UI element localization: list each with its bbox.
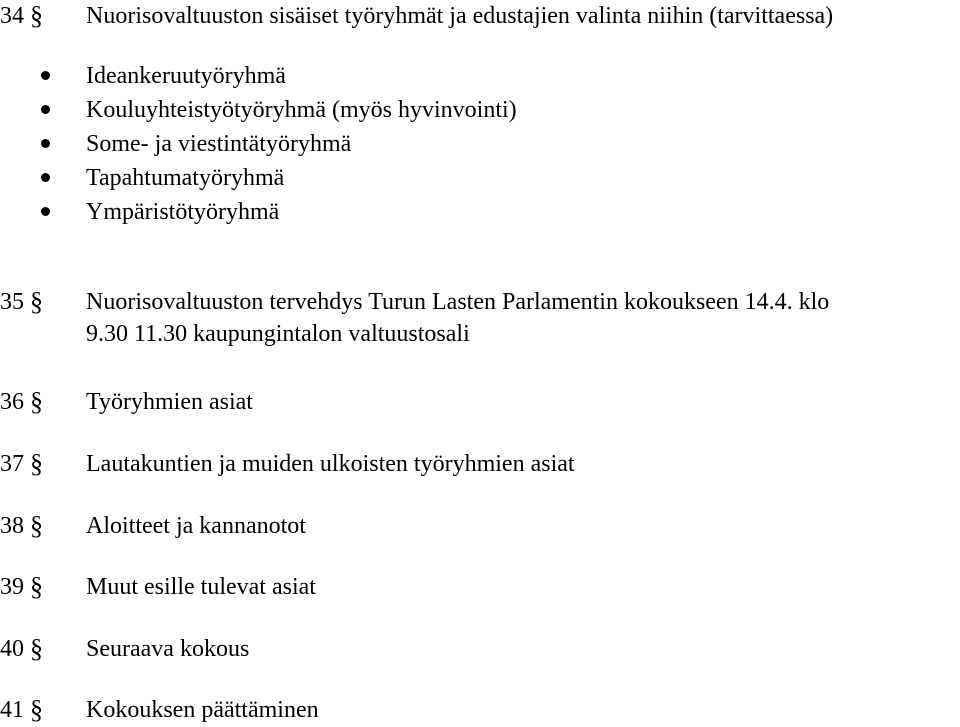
item-title: Seuraava kokous xyxy=(86,636,250,662)
item-number: 36 xyxy=(0,389,24,415)
section-sign-icon: § xyxy=(30,572,43,601)
agenda-item-34 xyxy=(0,0,960,225)
item-title: Työryhmien asiat xyxy=(86,389,253,415)
item-title-continued: 9.30 11.30 kaupungintalon valtuustosali xyxy=(86,321,470,347)
section-sign-icon: § xyxy=(30,634,43,663)
item-number: 35 xyxy=(0,289,24,315)
item-title: Lautakuntien ja muiden ulkoisten työryhmien asiat xyxy=(86,451,575,477)
section-sign-icon: § xyxy=(30,387,43,416)
list-item xyxy=(0,60,960,94)
bullet-icon xyxy=(41,173,50,182)
list-item-label: Ympäristötyöryhmä xyxy=(86,199,280,225)
section-sign-icon: § xyxy=(30,449,43,478)
bullet-icon xyxy=(41,71,50,80)
item-title: Kokouksen päättäminen xyxy=(86,697,319,723)
item-number: 38 xyxy=(0,513,24,539)
section-sign-icon: § xyxy=(30,1,43,30)
item-title: Muut esille tulevat asiat xyxy=(86,574,316,600)
list-item-label: Some- ja viestintätyöryhmä xyxy=(86,131,352,157)
item-title: Nuorisovaltuuston sisäiset työryhmät ja edustajien valinta niihin (tarvittaessa) xyxy=(86,3,834,29)
bullet-icon xyxy=(41,207,50,216)
agenda-item-35 xyxy=(0,286,960,347)
section-sign-icon: § xyxy=(30,695,43,724)
agenda-item-36 xyxy=(0,386,960,418)
agenda-item-37 xyxy=(0,448,960,480)
agenda-item-41 xyxy=(0,694,960,726)
section-sign-icon: § xyxy=(30,511,43,540)
item-number: 40 xyxy=(0,636,24,662)
item-number: 41 xyxy=(0,697,24,723)
item-number: 39 xyxy=(0,574,24,600)
bullet-icon xyxy=(41,105,50,114)
list-item-label: Kouluyhteistyötyöryhmä (myös hyvinvointi) xyxy=(86,97,517,123)
list-item xyxy=(0,196,960,230)
list-item-label: Tapahtumatyöryhmä xyxy=(86,165,285,191)
bullet-icon xyxy=(41,139,50,148)
agenda-item-40 xyxy=(0,633,960,665)
agenda-item-38 xyxy=(0,510,960,542)
agenda-item-39 xyxy=(0,571,960,603)
item-title: Aloitteet ja kannanotot xyxy=(86,513,306,539)
list-item-label: Ideankeruutyöryhmä xyxy=(86,63,286,89)
item-title: Nuorisovaltuuston tervehdys Turun Lasten Parlamentin kokoukseen 14.4. klo xyxy=(86,289,830,315)
list-item xyxy=(0,94,960,128)
section-sign-icon: § xyxy=(30,287,43,316)
list-item xyxy=(0,128,960,162)
item-number: 37 xyxy=(0,451,24,477)
list-item xyxy=(0,162,960,196)
item-number: 34 xyxy=(0,3,24,29)
workgroup-list xyxy=(0,60,960,230)
